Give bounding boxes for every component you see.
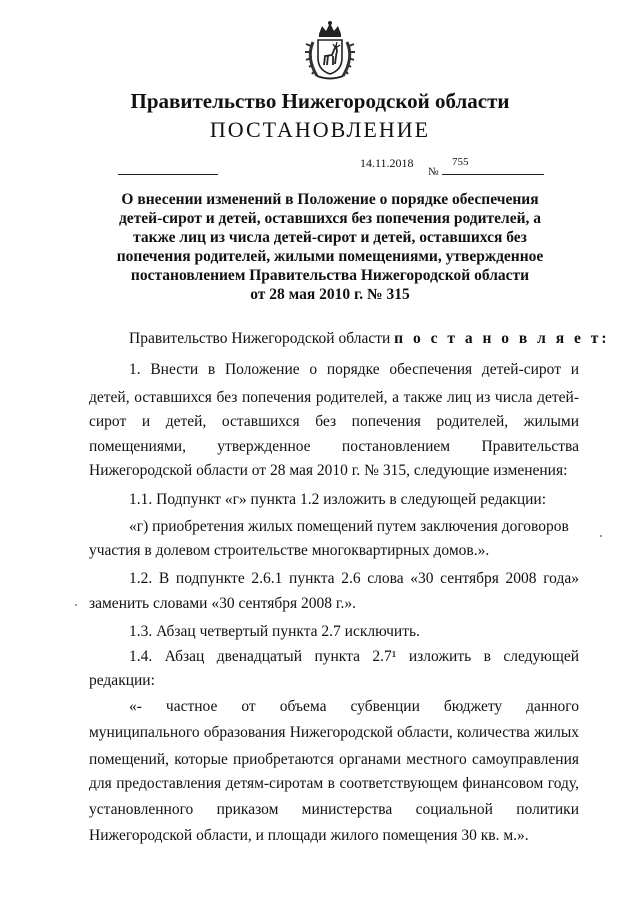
document-type: ПОСТАНОВЛЕНИЕ [209,117,431,142]
quote-1-line-1: «г) приобретения жилых помещений путем заключения договоров [129,518,569,535]
subject-line: также лиц из числа детей-сирот и детей, оставшихся без [133,229,527,246]
coat-of-arms-icon [303,20,357,82]
intro-verb: п о с т а н о в л я е т: [394,330,610,347]
quote-2-line-1: «- частное от объема субвенции бюджету данного [129,698,579,715]
paragraph-1-3: 1.3. Абзац четвертый пункта 2.7 исключить. [129,623,420,640]
scan-speck [75,604,77,606]
quote-1-line-2: участия в долевом строительстве многоквартирных домов.». [89,542,490,559]
paragraph-1-line-5: Нижегородской области от 28 мая 2010 г. № 315, следующие изменения: [89,462,568,479]
document-date: 14.11.2018 [360,156,414,170]
paragraph-1-2-line-1: 1.2. В подпункте 2.6.1 пункта 2.6 слова «30 сентября 2008 года» [129,570,579,587]
paragraph-1-line-2: детей, оставшихся без попечения родителей, а также лиц из числа детей- [89,389,579,406]
intro-paragraph [129,330,619,348]
number-sign: № [428,166,439,178]
subject-line: О внесении изменений в Положение о порядке обеспечения [121,191,539,208]
paragraph-1-4-line-2: редакции: [89,672,155,689]
intro-prefix: Правительство Нижегородской области [129,330,395,347]
quote-2-line-5: установленного приказом министерства социальной политики [89,801,579,818]
subject-line: постановлением Правительства Нижегородской области [130,267,530,284]
government-title: Правительство Нижегородской области [130,89,510,113]
subject-line: детей-сирот и детей, оставшихся без попечения родителей, а [118,210,542,227]
subject-line: попечения родителей, жилыми помещениями, утвержденное [116,248,544,265]
date-underline [118,174,218,175]
paragraph-1-4-line-1: 1.4. Абзац двенадцатый пункта 2.7¹ изложить в следующей [129,648,579,665]
paragraph-1-line-4: помещениями, утвержденное постановлением Правительства [89,438,579,455]
document-number: 755 [452,156,469,168]
paragraph-1-line-1: 1. Внести в Положение о порядке обеспечения детей-сирот и [129,361,579,378]
document-subject [105,190,555,304]
subject-line: от 28 мая 2010 г. № 315 [250,286,410,303]
scan-speck [600,535,602,537]
quote-2-line-4: для предоставления детям-сиротам в соответствующем финансовом году, [89,775,579,792]
paragraph-1-1: 1.1. Подпункт «г» пункта 1.2 изложить в следующей редакции: [129,491,547,508]
paragraph-1-2-line-2: заменить словами «30 сентября 2008 г.». [89,595,357,612]
number-underline [442,174,544,175]
paragraph-1-line-3: сирот и детей, оставшихся без попечения родителей, жилыми [89,413,579,430]
quote-2-line-2: муниципального образования Нижегородской области, количества жилых [89,724,579,741]
quote-2-line-6: Нижегородской области, и площади жилого помещения 30 кв. м.». [89,827,529,844]
quote-2-line-3: помещений, которые приобретаются органами местного самоуправления [89,751,579,768]
